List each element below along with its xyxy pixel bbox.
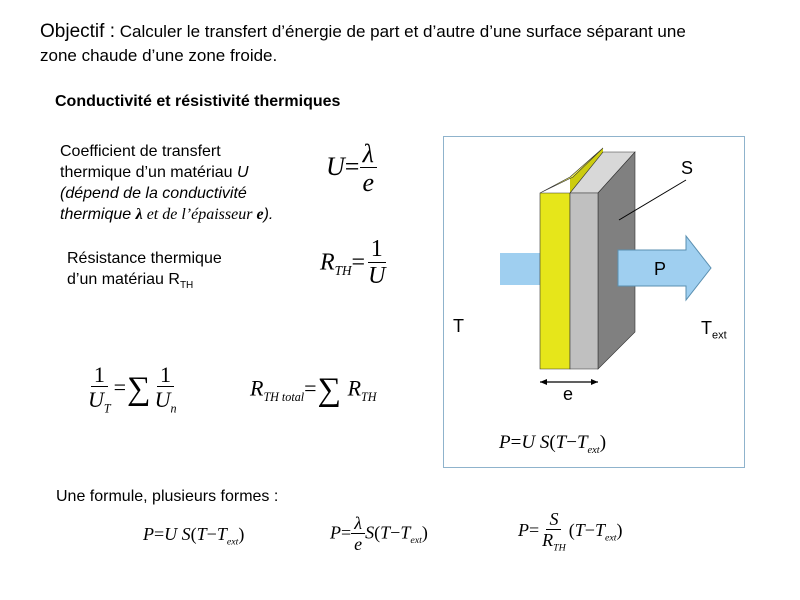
objective-line1: Calculer le transfert d’énergie de part et d’autre d’une surface séparant une [119, 22, 686, 41]
thickness-arrowhead-left [540, 379, 547, 385]
wall-diagram [443, 136, 745, 468]
formula-series-u: $\frac{1}{U_T}$ =∑ $\frac{1}{U_n}$ [88, 362, 177, 416]
resistance-line1: Résistance thermique [67, 250, 222, 267]
formula-u-lambda-e: U= $\frac{\lambda}{e}$ [326, 140, 377, 198]
formula-power-figure: P=U $S(T-T_{ext})$ [499, 432, 607, 456]
grey-layer-front [570, 193, 598, 369]
coefficient-line2: thermique d’un matériau U [60, 164, 249, 181]
objective-label: Objectif : [40, 21, 115, 42]
coefficient-line3: (dépend de la conductivité [60, 185, 247, 202]
formula-bottom-2: P= $\frac{\lambda}{e}$ $S(T-T_{ext})$ [330, 513, 428, 554]
formula-bottom-3: P= $\frac{S}{R_{TH}}$ $(T-T_{ext})$ [518, 509, 623, 554]
resistance-line2: d’un matériau $R_{TH}$ [67, 271, 194, 292]
formula-rth: $R_{TH}=$ $\frac{1}{U}$ [320, 236, 386, 290]
bottom-intro: Une formule, plusieurs formes : [56, 488, 279, 505]
label-p: P [654, 259, 667, 279]
thickness-arrowhead-right [591, 379, 598, 385]
coefficient-line1: Coefficient de transfert [60, 143, 221, 160]
label-e: e [563, 384, 574, 404]
coefficient-description [60, 141, 273, 225]
objective-line2: zone chaude d’une zone froide. [40, 46, 278, 65]
label-t: T [453, 316, 464, 336]
label-s: S [681, 158, 694, 178]
formula-bottom-1: P=U $S(T-T_{ext})$ [143, 524, 245, 548]
yellow-layer-front [540, 193, 570, 369]
label-text: $T_{ext}$ [701, 318, 727, 342]
coefficient-line4: thermique λ et de l’épaisseur e). [60, 206, 274, 223]
formula-series-r: $R_{TH total}=\sum$ $R_{TH}$ [250, 372, 377, 408]
section-title: Conductivité et résistivité thermiques [55, 93, 341, 110]
resistance-description [67, 248, 222, 296]
objective-text [40, 20, 686, 68]
